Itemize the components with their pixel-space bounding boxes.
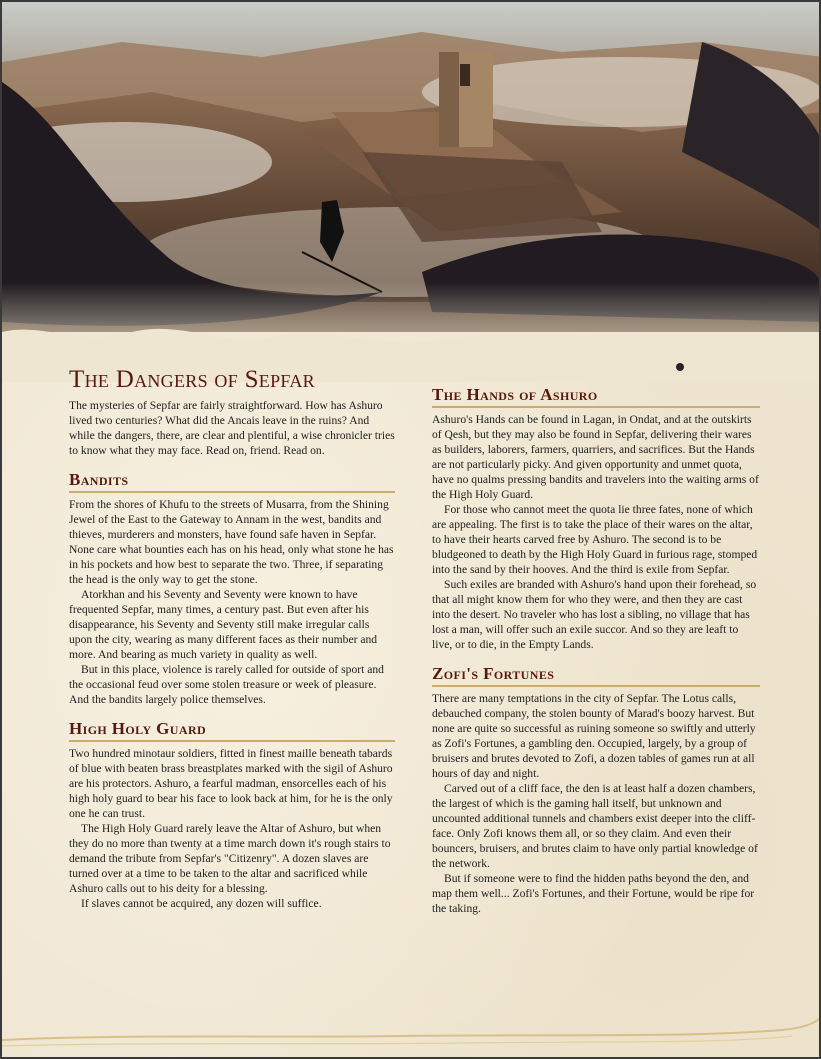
right-column — [432, 385, 760, 916]
left-column — [69, 366, 395, 911]
guard-paragraph-1: Two hundred minotaur soldiers, fitted in finest maille beneath tabards of blue with beaten brass breastplates marked with the sigil of Ashuro are his protectors. Ashuro, a fearful madman, ensorcelles each of his high holy guard to bear his face to look back at him, for he is the only one he can trust. — [69, 747, 393, 820]
cityscape-illustration — [2, 2, 821, 382]
guard-paragraph-2: The High Holy Guard rarely leave the Altar of Ashuro, but when they do no more than twenty at a time march down it's rough stairs to demand the tribute from Sepfar's "Citizenry". A dozen slaves are turned over at a time to be taken to the altar and sacrificed while Ashuro calls out to his deity for a blessing. — [69, 822, 391, 895]
cityscape-art-icon — [2, 2, 821, 382]
hands-paragraph-1: Ashuro's Hands can be found in Lagan, in Ondat, and at the outskirts of Qesh, but they may also be found in Sepfar, delivering their wares as builders, laborers, farmers, quarriers, and sacrifices. But the Hands are not particularly picky. And given opportunity and unmet quota, have no qualms pressing bandits and travelers into the waiting arms of the High Holy Guard. — [432, 413, 759, 501]
hands-paragraph-2: For those who cannot meet the quota lie three fates, none of which are appealing. The first is to take the place of their wares on the altar, to have their hearts carved free by Ashuro. The second is to be bludgeoned to death by the High Holy Guard in furious rage, stomped into the sand by their hooves. And the third is exile from Sepfar. — [432, 503, 758, 576]
hands-paragraph-3: Such exiles are branded with Ashuro's hand upon their forehead, so that all might know them for who they were, and then they are cast into the desert. No traveler who has lost a sibling, no village that has lost a man, will offer such an exile succor. And so they are leaft to live, or to die, in the Empty Lands. — [432, 578, 757, 651]
bandits-paragraph-3: But in this place, violence is rarely called for outside of sport and the occasional feud over some stolen treasure or week of pleasure. And the bandits largely police themselves. — [69, 663, 384, 706]
footer-flourish-icon — [2, 1012, 821, 1059]
zofis-fortunes-heading: Zofi's Fortunes — [432, 664, 760, 687]
guard-paragraph-3: If slaves cannot be acquired, any dozen will suffice. — [81, 897, 322, 910]
intro-paragraph: The mysteries of Sepfar are fairly straightforward. How has Ashuro lived two centuries? What did the Ancais leave in the ruins? And while the dangers, there, are clear and plentiful, a wise chronicler tries to know what they may face. Read on, friend. Read on. — [69, 399, 395, 457]
page-title: The Dangers of Sepfar — [69, 366, 315, 393]
zofi-paragraph-1: There are many temptations in the city of Sepfar. The Lotus calls, debauched company, the stolen bounty of Marad's boozy harvest. But none are quite so successful as ruining someone so swiftly and utterly as Zofi's Fortunes, a gambling den. Occupied, largely, by a group of bruisers and brutes devoted to Zofi, a dozen tables of games run at all hours of day and night. — [432, 692, 756, 780]
bandits-paragraph-1: From the shores of Khufu to the streets of Musarra, from the Shining Jewel of the East to the Gateway to Annam in the west, bandits and thieves, murderers and monsters, have found safe haven in Sepfar. None care what bounties each has on his head, only what stone he has in his pockets and how best to separate the two. Three, if separating the head is the only way to get the stone. — [69, 498, 394, 586]
zofi-paragraph-2: Carved out of a cliff face, the den is at least half a dozen chambers, the largest of which is the gaming hall itself, but unknown and uncounted additional tunnels and chambers exist deeper into the cliff-face. Only Zofi knows them all, or so they claim. And even their bouncers, bruisers, and brutes claim to have only partial knowledge of the network. — [432, 782, 758, 870]
high-holy-guard-heading: High Holy Guard — [69, 719, 395, 742]
hands-of-ashuro-heading: The Hands of Ashuro — [432, 385, 760, 408]
bandits-heading: Bandits — [69, 470, 395, 493]
bandits-paragraph-2: Atorkhan and his Seventy and Seventy were known to have frequented Sepfar, many times, a century past. But even after his disappearance, his Seventy and Seventy still make irregular calls upon the city, wearing as many different faces as their number and more. And bearing as much variety in quality as well. — [69, 588, 378, 661]
zofi-paragraph-3: But if someone were to find the hidden paths beyond the den, and map them well... Zofi's Fortunes, and their Fortune, would be ripe for the taking. — [432, 872, 755, 915]
